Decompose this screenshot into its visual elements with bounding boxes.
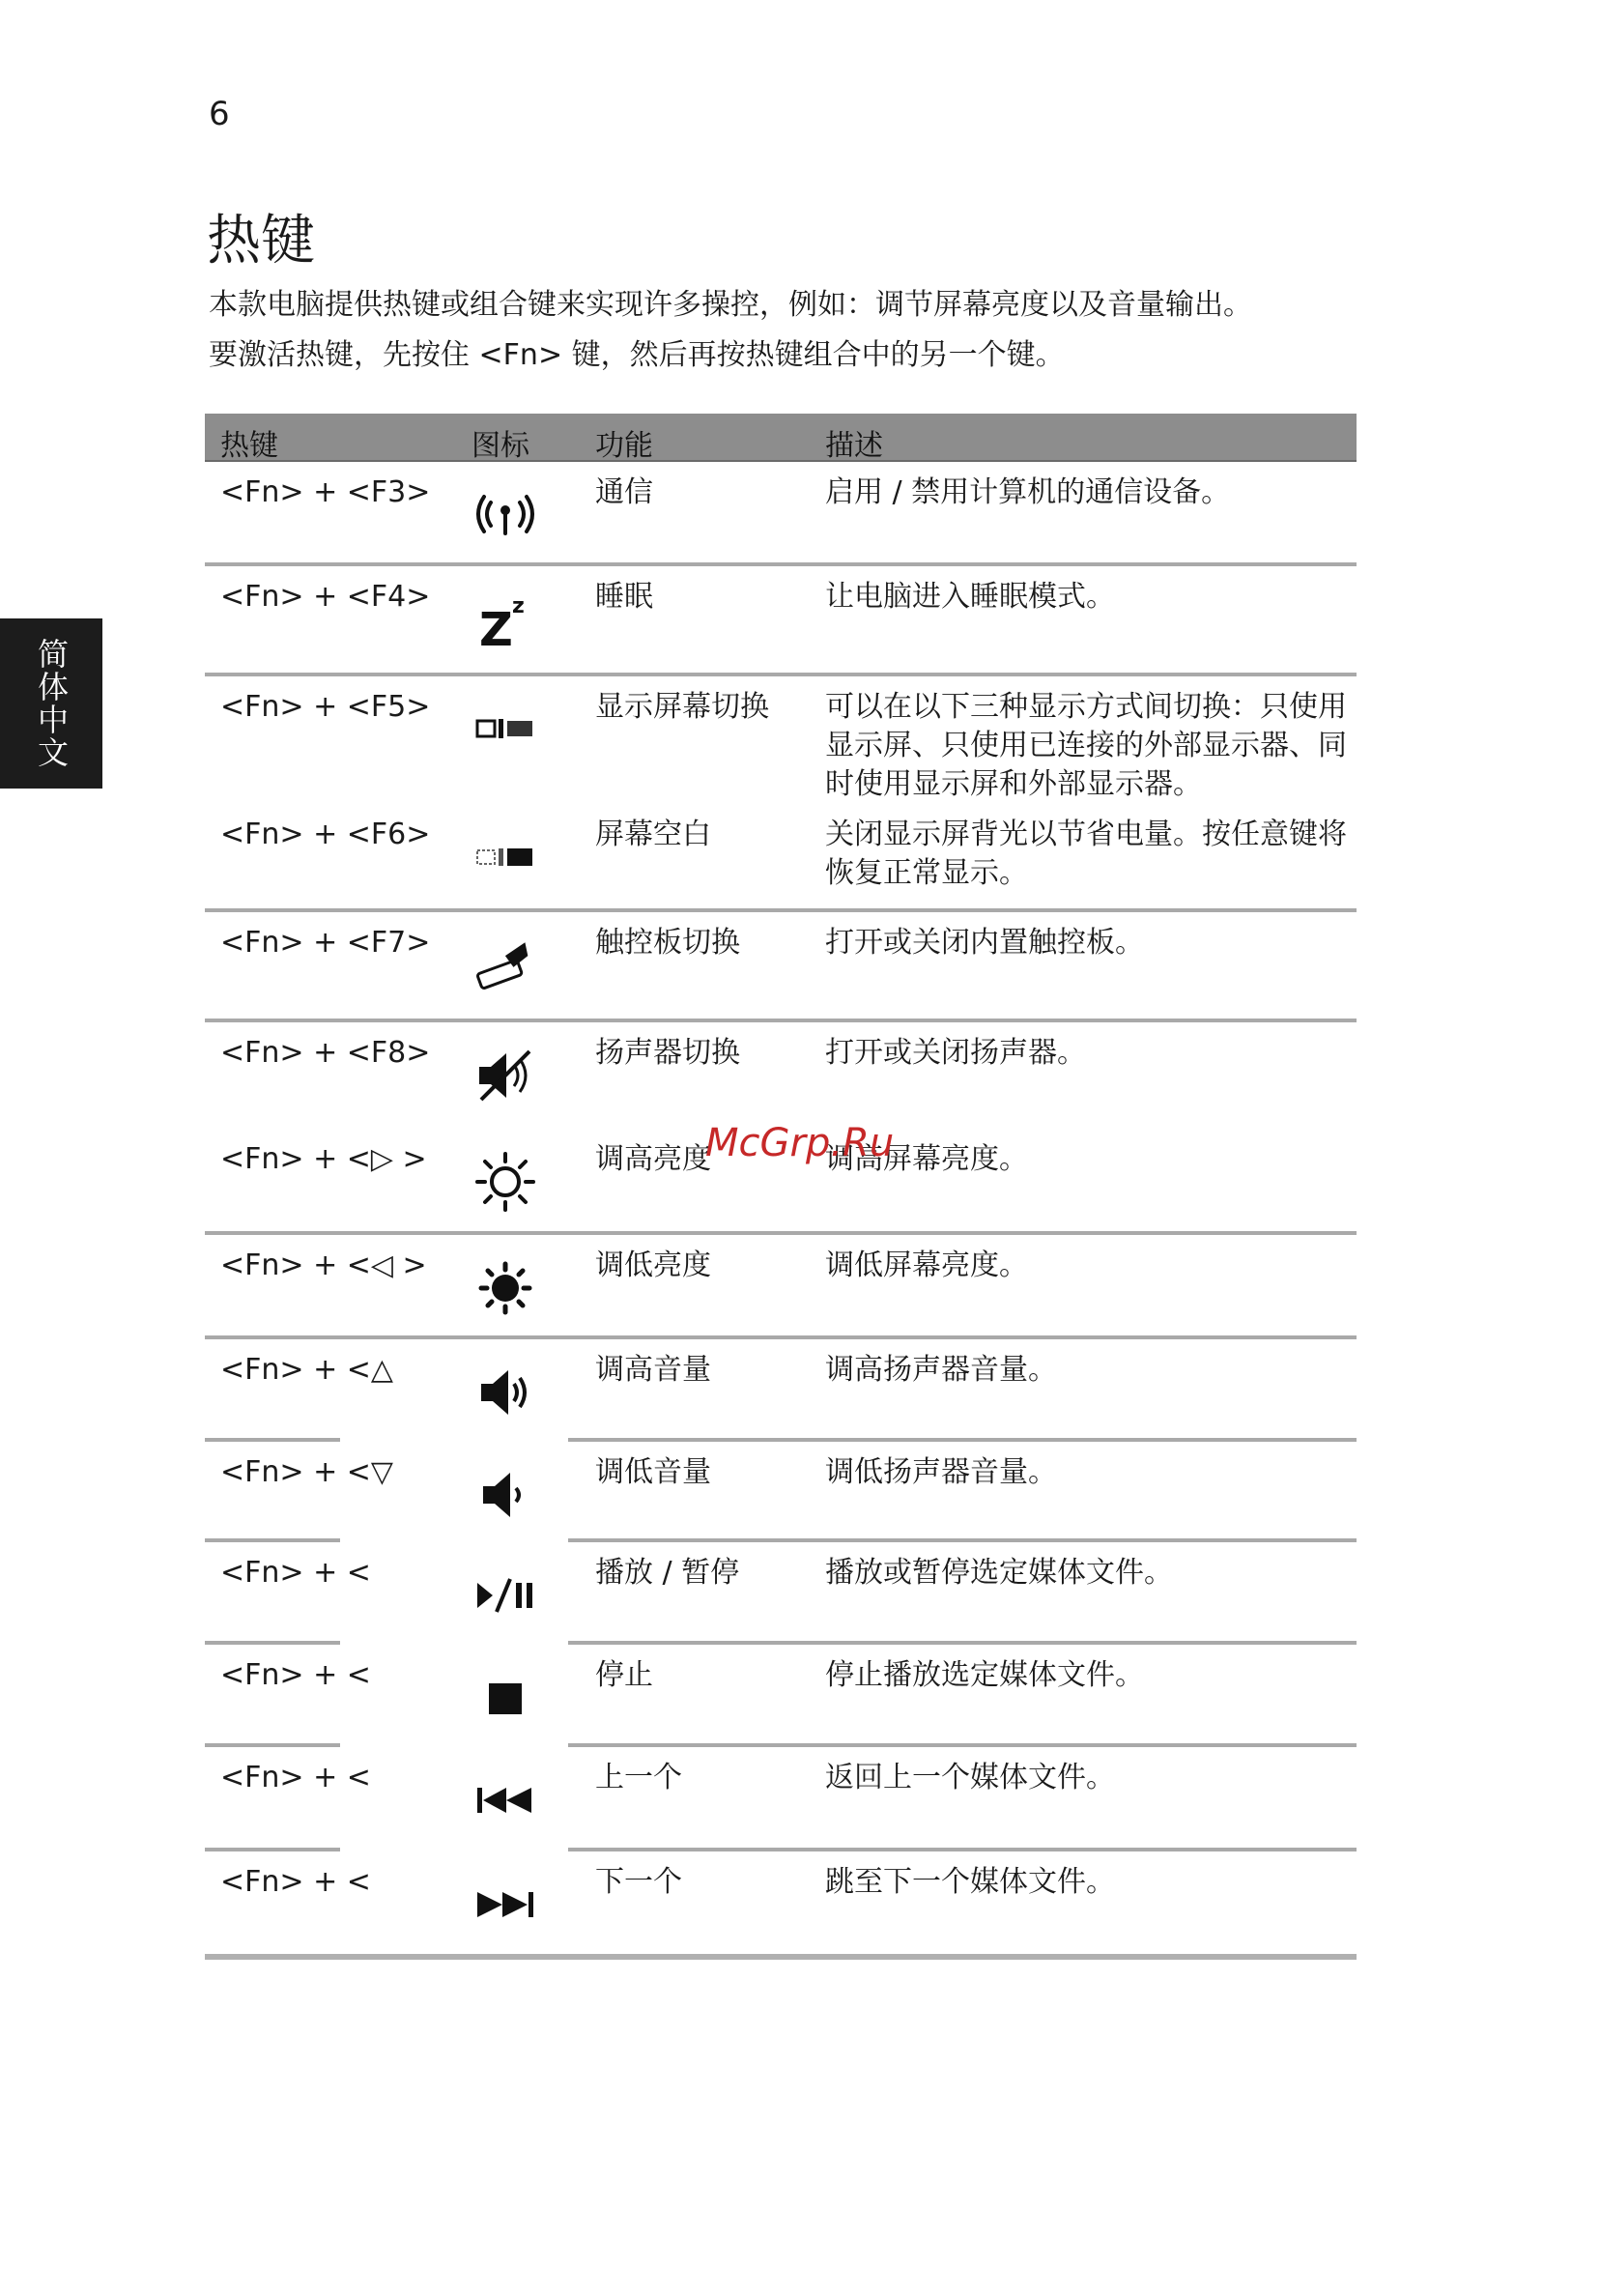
function-cell: 播放 / 暂停 bbox=[595, 1556, 740, 1590]
description-cell: 调高扬声器音量。 bbox=[825, 1353, 1057, 1387]
page-title: 热键 bbox=[207, 210, 315, 273]
header-function: 功能 bbox=[595, 429, 653, 463]
hotkey-cell: <Fn> + <△ bbox=[220, 1353, 393, 1387]
table-row bbox=[205, 566, 1357, 676]
description-cell: 让电脑进入睡眠模式。 bbox=[825, 580, 1115, 614]
description-cell: 停止播放选定媒体文件。 bbox=[825, 1658, 1144, 1692]
wireless-icon bbox=[471, 481, 539, 549]
header-description: 描述 bbox=[825, 429, 883, 463]
hotkey-cell: <Fn> + <◁ > bbox=[220, 1248, 427, 1282]
table-row bbox=[205, 1645, 1357, 1747]
function-cell: 调高音量 bbox=[595, 1353, 711, 1387]
table-bottom-rule bbox=[205, 1954, 1357, 1960]
table-row bbox=[205, 1339, 1357, 1442]
hotkey-cell: <Fn> + <▽ bbox=[220, 1455, 393, 1489]
description-cell: 打开或关闭扬声器。 bbox=[825, 1036, 1086, 1070]
table-row bbox=[205, 804, 1357, 912]
hotkey-cell: <Fn> + <F6> bbox=[220, 818, 431, 851]
intro-line-2: 要激活热键，先按住 <Fn> 键，然后再按热键组合中的另一个键。 bbox=[209, 338, 1065, 372]
hotkey-cell: <Fn> + < bbox=[220, 1865, 371, 1899]
page-number: 6 bbox=[209, 95, 230, 133]
language-label: 简体中文 bbox=[33, 638, 70, 769]
svg-text:z: z bbox=[512, 594, 525, 618]
sleep-icon bbox=[471, 586, 539, 653]
display-toggle-icon bbox=[471, 696, 539, 763]
table-row bbox=[205, 676, 1357, 804]
description-cell: 启用 / 禁用计算机的通信设备。 bbox=[825, 475, 1231, 509]
hotkey-cell: <Fn> + < bbox=[220, 1556, 371, 1590]
hotkey-cell: <Fn> + <F4> bbox=[220, 580, 431, 614]
description-cell: 打开或关闭内置触控板。 bbox=[825, 926, 1144, 960]
hotkey-cell: <Fn> + < bbox=[220, 1761, 371, 1794]
brightness-up-icon bbox=[471, 1148, 539, 1216]
svg-text:Z: Z bbox=[479, 603, 513, 653]
description-cell: 可以在以下三种显示方式间切换：只使用显示屏、只使用已连接的外部显示器、同时使用显示屏和外部显示器。 bbox=[825, 690, 1347, 801]
function-cell: 扬声器切换 bbox=[595, 1036, 740, 1070]
function-cell: 调高亮度 bbox=[595, 1142, 711, 1176]
hotkey-cell: <Fn> + <F7> bbox=[220, 926, 431, 960]
table-row bbox=[205, 1022, 1357, 1129]
function-cell: 调低亮度 bbox=[595, 1248, 711, 1282]
next-track-icon bbox=[471, 1871, 539, 1938]
volume-up-icon bbox=[471, 1359, 539, 1426]
speaker-mute-icon bbox=[471, 1042, 539, 1109]
description-cell: 调低扬声器音量。 bbox=[825, 1455, 1057, 1489]
hotkey-cell: <Fn> + <F5> bbox=[220, 690, 431, 724]
function-cell: 停止 bbox=[595, 1658, 653, 1692]
brightness-down-icon bbox=[471, 1254, 539, 1322]
function-cell: 睡眠 bbox=[595, 580, 653, 614]
description-cell: 返回上一个媒体文件。 bbox=[825, 1761, 1115, 1794]
table-header bbox=[205, 414, 1357, 462]
function-cell: 屏幕空白 bbox=[595, 818, 711, 851]
intro-line-1: 本款电脑提供热键或组合键来实现许多操控，例如：调节屏幕亮度以及音量输出。 bbox=[209, 288, 1252, 322]
function-cell: 下一个 bbox=[595, 1865, 682, 1899]
language-side-tab bbox=[0, 618, 102, 789]
hotkey-cell: <Fn> + <▷ > bbox=[220, 1142, 427, 1176]
hotkey-cell: <Fn> + < bbox=[220, 1658, 371, 1692]
hotkey-table bbox=[205, 414, 1357, 1960]
function-cell: 显示屏幕切换 bbox=[595, 690, 769, 724]
function-cell: 调低音量 bbox=[595, 1455, 711, 1489]
volume-down-icon bbox=[471, 1461, 539, 1529]
description-cell: 调低屏幕亮度。 bbox=[825, 1248, 1028, 1282]
previous-track-icon bbox=[471, 1766, 539, 1834]
description-cell: 跳至下一个媒体文件。 bbox=[825, 1865, 1115, 1899]
play-pause-icon bbox=[471, 1562, 539, 1629]
header-hotkey: 热键 bbox=[220, 429, 278, 463]
table-row bbox=[205, 462, 1357, 566]
function-cell: 通信 bbox=[595, 475, 653, 509]
table-row bbox=[205, 1851, 1357, 1954]
function-cell: 触控板切换 bbox=[595, 926, 740, 960]
stop-icon bbox=[471, 1664, 539, 1732]
touchpad-icon bbox=[471, 932, 539, 999]
description-cell: 关闭显示屏背光以节省电量。按任意键将恢复正常显示。 bbox=[825, 818, 1347, 890]
table-row bbox=[205, 1747, 1357, 1851]
description-cell: 调高屏幕亮度。 bbox=[825, 1142, 1028, 1176]
function-cell: 上一个 bbox=[595, 1761, 682, 1794]
table-row bbox=[205, 1235, 1357, 1339]
screen-blank-icon bbox=[471, 823, 539, 891]
description-cell: 播放或暂停选定媒体文件。 bbox=[825, 1556, 1173, 1590]
table-row bbox=[205, 912, 1357, 1022]
table-row bbox=[205, 1542, 1357, 1645]
table-row bbox=[205, 1442, 1357, 1542]
header-icon: 图标 bbox=[471, 429, 529, 463]
hotkey-cell: <Fn> + <F3> bbox=[220, 475, 431, 509]
watermark: McGrp.Ru bbox=[705, 1121, 895, 1165]
hotkey-cell: <Fn> + <F8> bbox=[220, 1036, 431, 1070]
